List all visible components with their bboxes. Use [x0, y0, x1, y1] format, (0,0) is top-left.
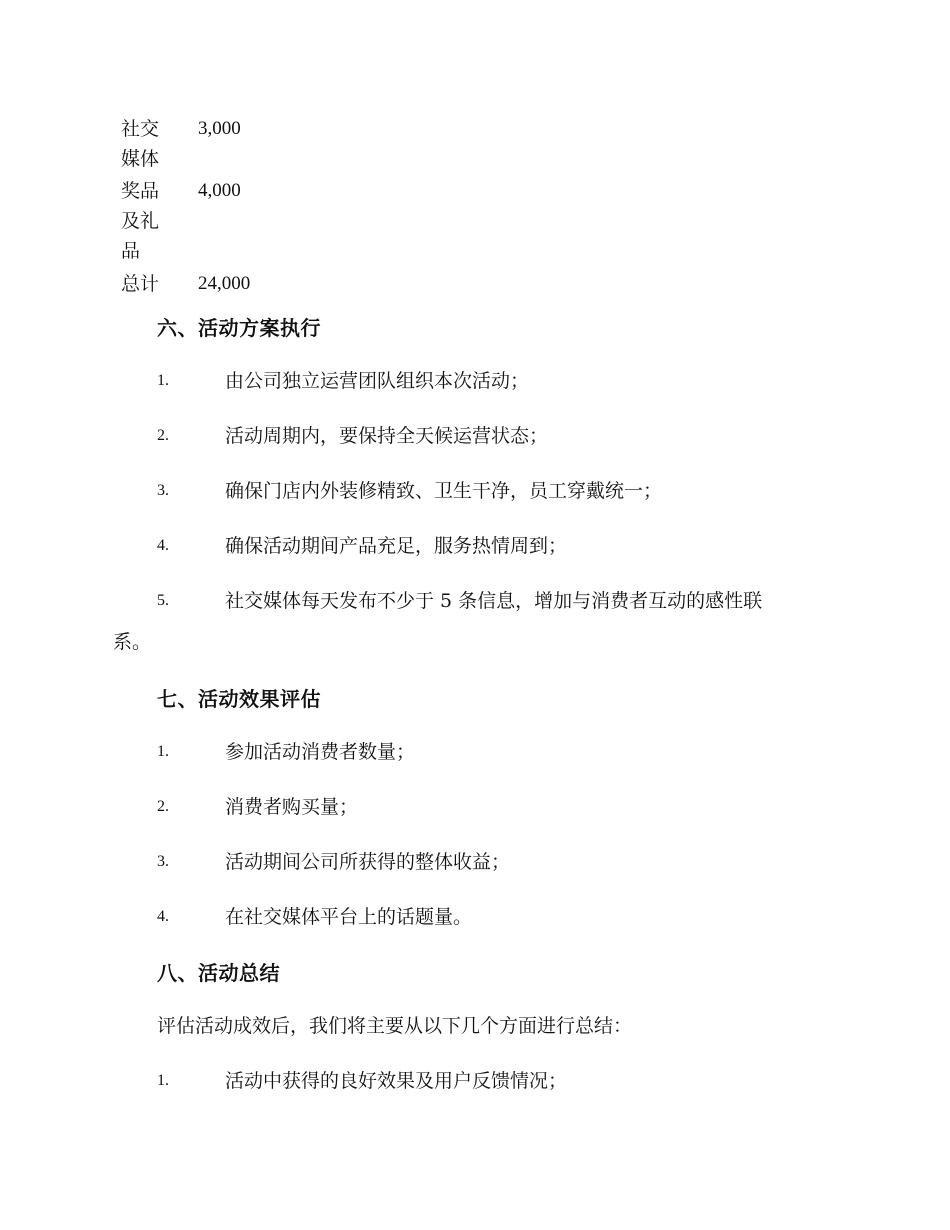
intro-paragraph: 评估活动成效后，我们将主要从以下几个方面进行总结：: [157, 1015, 633, 1037]
list-text-continuation: 系。: [113, 631, 152, 653]
list-number: 1.: [157, 743, 169, 760]
list-text: 社交媒体每天发布不少于 5 条信息，增加与消费者互动的感性联: [225, 590, 763, 612]
list-text: 确保活动期间产品充足，服务热情周到；: [225, 535, 568, 557]
section-heading: 七、活动效果评估: [157, 687, 321, 711]
section-heading: 六、活动方案执行: [157, 316, 321, 340]
budget-item: 总计: [121, 273, 160, 295]
list-text: 活动中获得的良好效果及用户反馈情况；: [225, 1070, 568, 1092]
list-number: 4.: [157, 908, 169, 925]
budget-item: 社交媒体: [121, 118, 160, 170]
list-text: 由公司独立运营团队组织本次活动；: [225, 370, 530, 392]
table-row: [121, 114, 250, 176]
list-text: 活动期间公司所获得的整体收益；: [225, 851, 511, 873]
table-row: [121, 269, 250, 299]
list-text: 在社交媒体平台上的话题量。: [225, 906, 473, 928]
budget-amount: 24,000: [198, 273, 251, 294]
list-text: 活动周期内，要保持全天候运营状态；: [225, 425, 549, 447]
budget-amount: 4,000: [198, 180, 241, 201]
table-row: [121, 176, 250, 269]
list-number: 1.: [157, 372, 169, 389]
section-heading: 八、活动总结: [157, 961, 280, 985]
list-number: 1.: [157, 1072, 169, 1089]
list-text: 消费者购买量；: [225, 796, 359, 818]
list-number: 3.: [157, 853, 169, 870]
list-text: 确保门店内外装修精致、卫生干净，员工穿戴统一；: [225, 480, 663, 502]
list-text: 参加活动消费者数量；: [225, 741, 416, 763]
budget-amount: 3,000: [198, 118, 241, 139]
list-number: 2.: [157, 427, 169, 444]
list-number: 3.: [157, 482, 169, 499]
budget-table: [121, 114, 250, 299]
list-number: 5.: [157, 592, 169, 609]
list-number: 4.: [157, 537, 169, 554]
list-number: 2.: [157, 798, 169, 815]
budget-item: 奖品及礼品: [121, 180, 160, 262]
